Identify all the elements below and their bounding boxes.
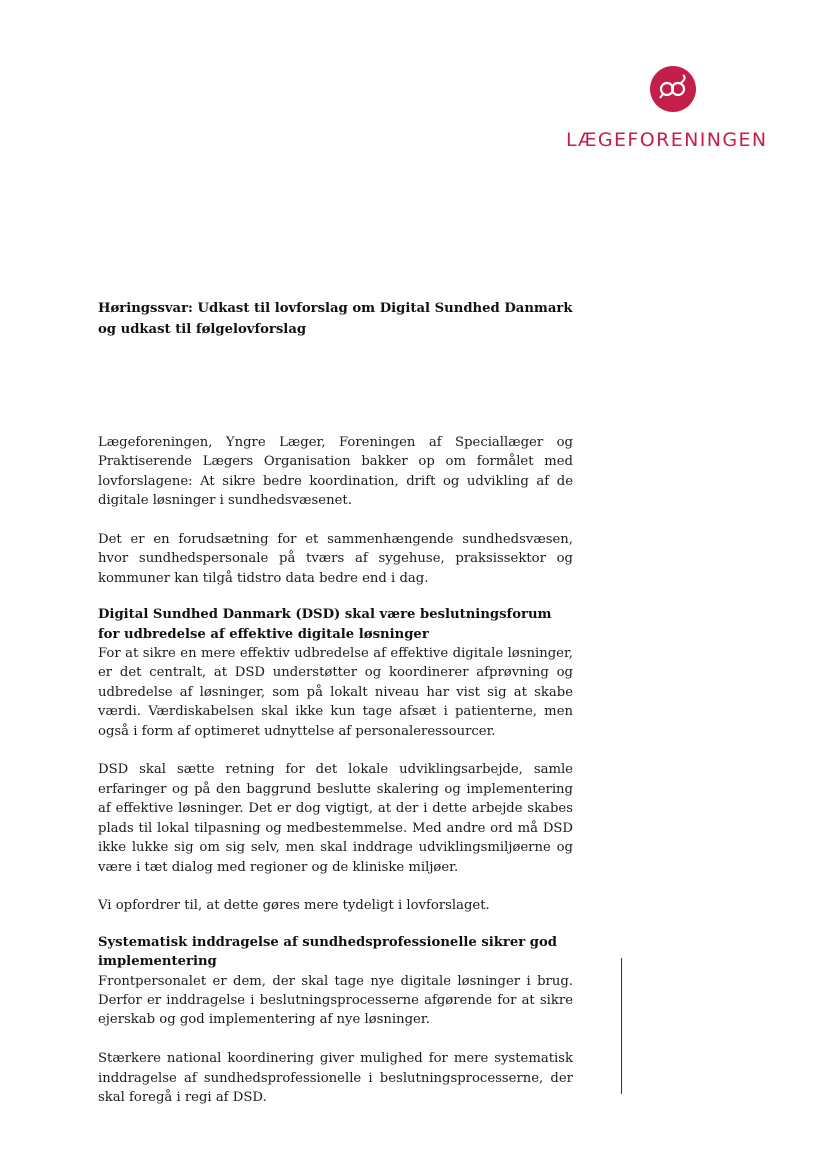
logo-emblem-icon [650, 66, 696, 112]
paragraph-intro-2: Det er en forudsætning for et sammenhængende sundhedsvæsen, hvor sundhedspersonale på tværs af sygehuse, praksissektor og kommuner kan tilgå tidstro data bedre end i dag. [98, 532, 573, 586]
paragraph-section1-2: DSD skal sætte retning for det lokale udviklingsarbejde, samle erfaringer og på den baggrund beslutte skalering og implementering af effektive løsninger. Det er dog vigtigt, at der i dette arbejde skabes plads til lokal tilpasning og medbestemmelse. Med andre ord må DSD ikke lukke sig om sig selv, men skal inddrage udviklingsmiljøerne og være i tæt dialog med regioner og de kliniske miljøer. [98, 762, 573, 875]
document-title-line-1: Høringssvar: Udkast til lovforslag om Digital Sundhed Danmark [98, 301, 573, 316]
paragraph-section2-2: Stærkere national koordinering giver mulighed for mere systematisk inddragelse af sundhedsprofessionelle i beslutningsprocesserne, der skal foregå i regi af DSD. [98, 1051, 573, 1105]
section-heading-1: Digital Sundhed Danmark (DSD) skal være beslutningsforum for udbredelse af effektive digitale løsninger [98, 607, 552, 642]
document-title-line-2: og udkast til følgelovforslag [98, 322, 307, 337]
section-heading-2: Systematisk inddragelse af sundhedsprofessionelle sikrer god implementering [98, 934, 558, 970]
paragraph-section1-3: Vi opfordrer til, at dette gøres mere tydeligt i lovforslaget. [98, 898, 490, 914]
logo-wordmark: LÆGEFORENINGEN [566, 129, 768, 151]
margin-marker-line [621, 958, 622, 1094]
document-content [98, 433, 573, 1107]
paragraph-intro-1: Lægeforeningen, Yngre Læger, Foreningen af Speciallæger og Praktiserende Lægers Organisation bakker op om formålet med lovforslagene: At sikre bedre koordination, drift og udvikling af de digitale løsninger i sundhedsvæsenet. [98, 435, 573, 509]
paragraph-section2-1: Frontpersonalet er dem, der skal tage nye digitale løsninger i brug. Derfor er inddragelse i beslutningsprocesserne afgørende for at sikre ejerskab og god implementering af nye løsninger. [98, 973, 573, 1028]
paragraph-section1-1: For at sikre en mere effektiv udbredelse af effektive digitale løsninger, er det centralt, at DSD understøtter og koordinerer afprøvning og udbredelse af løsninger, som på lokalt niveau har vist sig at skabe værdi. Værdiskabelsen skal ikke kun tage afsæt i patienterne, men også i form af optimeret udnyttelse af personaleressourcer. [98, 646, 573, 739]
document-body [98, 298, 573, 1107]
